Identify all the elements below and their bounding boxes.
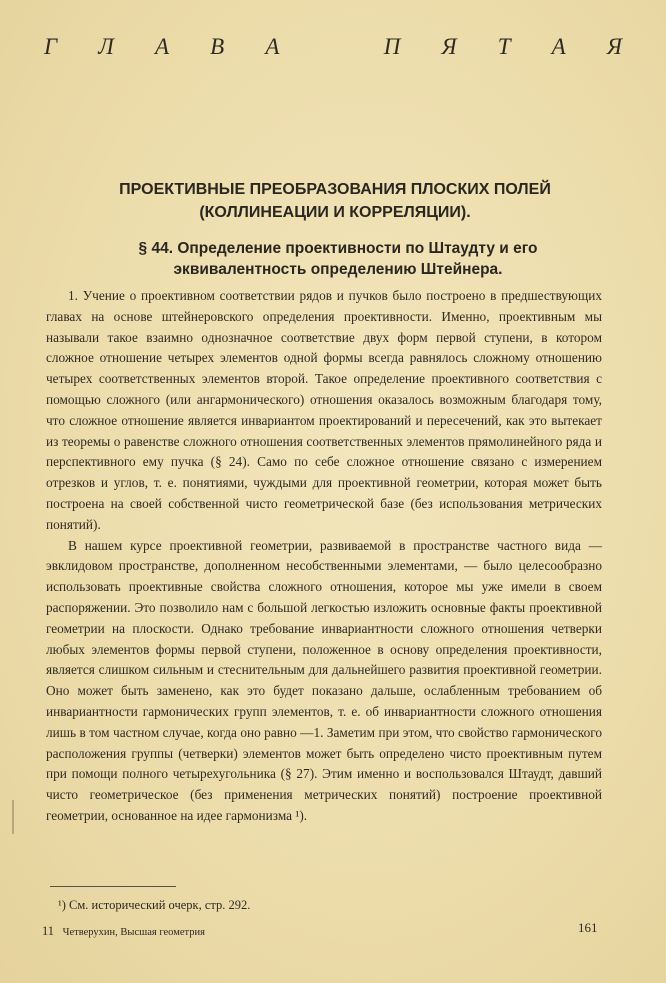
paragraph: 1. Учение о проективном соответствии рядов и пучков было построено в предшествующих главах на основе штейнеровского определения проективности. Именно, проективным мы называли такое взаимно однозначное соответствие двух форм первой ступени, в котором сложное отношение четырех элементов одной формы всегда равнялось сложному отношению четырех соответственных элементов второй. Такое определение проективного соответствия с помощью сложного (или ангармонического) отношения оказалось возможным благодаря тому, что сложное отношение является инвариантом проектирований и пересечений, как это вытекает из теоремы о равенстве сложного отношения соответственных элементов прямолинейного ряда и перспективного ему пучка (§ 24). Само по себе сложное отношение связано с измерением отрезков и углов, т. е. понятиями, чуждыми для проективной геометрии, которая может быть построена на своей собственной чисто геометрической базе (без использования метрических понятий). [46,288,602,532]
chapter-letter: А [551,34,566,59]
signature-number: 11 [42,924,55,938]
chapter-letter: Я [606,34,622,59]
chapter-letter: Л [98,34,114,59]
chapter-letter: В [210,34,225,59]
chapter-letter: П [383,34,401,59]
chapter-letter: А [154,34,170,59]
body-text [46,286,602,827]
section-title-line: эквивалентность определению Штейнера. [173,261,503,278]
page-number: 161 [578,920,598,935]
chapter-title [60,178,610,224]
signature-text: Четверухин, Высшая геометрия [62,927,205,938]
chapter-title-line: (КОЛЛИНЕАЦИИ И КОРРЕЛЯЦИИ). [199,204,471,221]
section-title-line: § 44. Определение проективности по Штаудту и его [138,240,538,257]
section-title [68,238,608,280]
footnote: ¹) См. исторический очерк, стр. 292. [58,898,251,912]
chapter-letter: Т [497,34,511,59]
footnote-divider [50,886,176,887]
chapter-title-line: ПРОЕКТИВНЫЕ ПРЕОБРАЗОВАНИЯ ПЛОСКИХ ПОЛЕЙ [119,181,551,198]
printer-signature [42,924,205,939]
chapter-heading [44,34,622,60]
paragraph: В нашем курсе проективной геометрии, развиваемой в пространстве частного вида — эвклидовом пространстве, дополненном несобственными элементами, — было целесообразно использовать проективные свойства сложного отношения, которое мы уже имели в своем распоряжении. Это позволило нам с большой легкостью изложить основные факты проективной геометрии на плоскости. Однако требование инвариантности сложного отношения четверки любых элементов формы первой ступени, положенное в основу определения проективности, является слишком сильным и стеснительным для дальнейшего развития проективной геометрии. Оно может быть заменено, как это будет показано дальше, ослабленным требованием об инвариантности гармонических групп элементов, т. е. об инвариантности сложного отношения лишь в том частном случае, когда оно равно —1. Заметим при этом, что свойство гармонического расположения группы (четверки) элементов может быть определено чисто проективным путем при помощи полного четырехугольника (§ 27). Этим именно и воспользовался Штаудт, давший чисто геометрическое (без применения метрических понятий) построение проективной геометрии, основанное на идее гармонизма ¹). [46,537,602,823]
chapter-letter: Г [44,34,58,59]
binding-mark [12,800,18,834]
chapter-letter: Я [441,34,457,59]
chapter-letter: А [265,34,280,59]
